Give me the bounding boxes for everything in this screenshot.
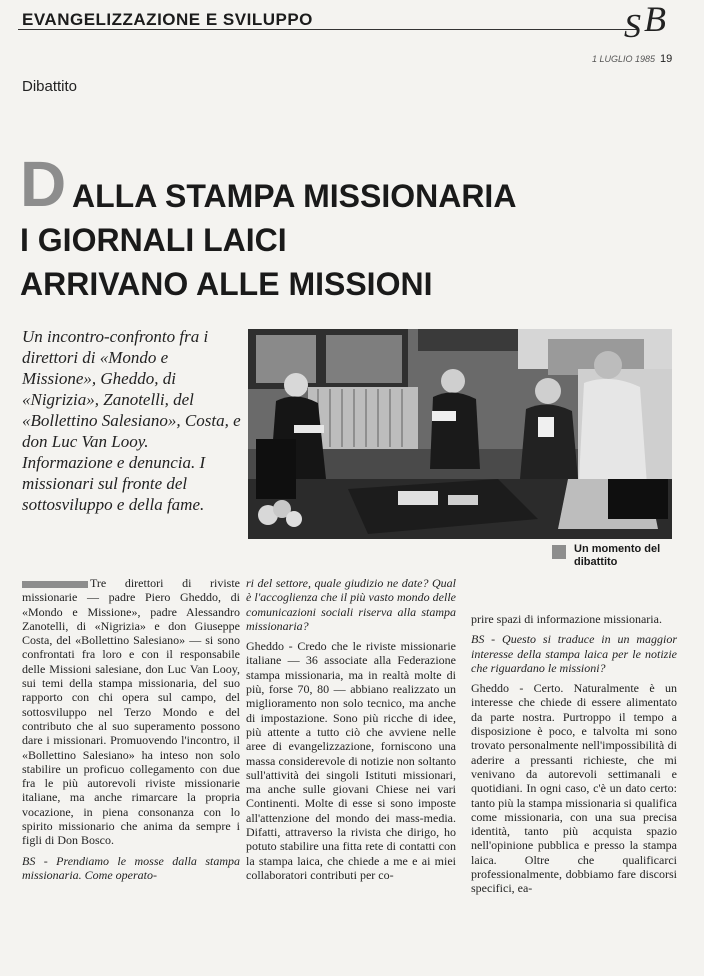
answer-1-end: prire spazi di informazione missionaria.	[471, 612, 662, 626]
headline-line-3: ARRIVANO ALLE MISSIONI	[20, 266, 433, 302]
question-2: BS - Questo si traduce in un maggior interesse della stampa laica per le notizie che riguardano le missioni?	[471, 632, 677, 675]
logo-letter-s: S	[624, 8, 641, 45]
article-dek: Un incontro-confronto fra i direttori di «Mondo e Missione», Gheddo, di «Nigrizia», Zanotelli, del «Bollettino Salesiano», Costa, e don Luc Van Looy. Informazione e denuncia. I missionari sul fronte del sottosviluppo e della fame.	[22, 327, 241, 514]
answer-1: Gheddo - Credo che le riviste missionarie italiane — 36 associate alla Federazione stampa missionaria, ma in realtà molte di più, forse 70, 80 — abbiano realizzato un miglioramento non solo tecnico, ma anche di impostazione. Sono più ricche di idee, più attente a tutto ciò che avviene nelle aree di evangelizzazione, forniscono una massa considerevole di notizie non soltanto sull'attività dei singoli Istituti missionari, ma anche sulle giovani Chiese nei vari Continenti. Molte di esse si sono imposte all'attenzione del mondo dei mass-media. Difatti, attraverso la rivista che dirigo, ho potuto stabilire una fitta rete di contatti con la stampa laica, che chiede a me e ai miei collaboratori contributi per co-	[246, 639, 456, 882]
article-photo	[248, 329, 672, 539]
intro-bar	[22, 581, 88, 588]
intro-paragraph	[22, 576, 240, 848]
question-1-end: ri del settore, quale giudizio ne date? Qual è l'accoglienza che il più vasto mondo delle comunicazioni sociali riserva alla stampa missionaria?	[246, 576, 456, 633]
question-1-start: BS - Prendiamo le mosse dalla stampa missionaria. Come operato-	[22, 853, 240, 882]
headline-line-2: I GIORNALI LAICI	[20, 222, 287, 258]
answer-2: Gheddo - Certo. Naturalmente è un interesse che chiede di essere alimentato da parte nostra. Purtroppo il tempo a disposizione è poco, e talvolta mi sono trovato personalmente nell'impossibilità di aderire a pressanti richieste, che mi venivano da autorevoli settimanali e quotidiani. In ogni caso, c'è un dato certo: tanto più la stampa missionaria si qualifica come missionaria, con una sua precisa identità, tanto più acquista spazio nell'opinione pubblica e presso la stampa laica. Oltre che qualificarci professionalmente, dobbiamo fare discorsi specifici, ea-	[471, 681, 677, 896]
issue-date: 1 LUGLIO 1985	[592, 54, 656, 64]
caption-marker	[552, 545, 566, 559]
page-header	[0, 0, 704, 48]
photo-caption: Un momento del dibattito	[574, 543, 661, 568]
section-label: Dibattito	[22, 78, 78, 95]
headline-line-1: ALLA STAMPA MISSIONARIA	[72, 178, 517, 214]
magazine-logo	[620, 0, 680, 44]
header-rule	[18, 29, 638, 30]
headline-dropcap: D	[20, 148, 67, 220]
logo-letter-b: B	[644, 0, 666, 39]
page-number: 19	[660, 53, 673, 65]
body-column-2	[246, 576, 456, 882]
body-column-1	[22, 576, 240, 882]
intro-text: Tre direttori di riviste missionarie — padre Piero Gheddo, di «Mondo e Missione», padre Alessandro Zanotelli, di «Nigrizia» e don Giuseppe Costa, del «Bollettino Salesiano» — si sono confrontati fra loro e con il responsabile delle Missioni salesiane, don Luc Van Looy, sui temi della stampa missionaria, del suo rapporto con chi opera sul campo, del sottosviluppo nel Terzo Mondo e del contributo che al suo superamento possono dare i missionari. Promuovendo l'incontro, il «Bollettino Salesiano» ha inteso non solo stabilire un proficuo collegamento con due fra le più autorevoli riviste missionarie italiane, ma anche rimarcare la propria vocazione, in piena consonanza con lo spirito missionario che anima da sempre i figli di Don Bosco.	[22, 576, 240, 848]
photo-image	[248, 329, 672, 539]
section-rubric: EVANGELIZZAZIONE E SVILUPPO	[22, 10, 313, 29]
body-column-3	[471, 612, 677, 896]
